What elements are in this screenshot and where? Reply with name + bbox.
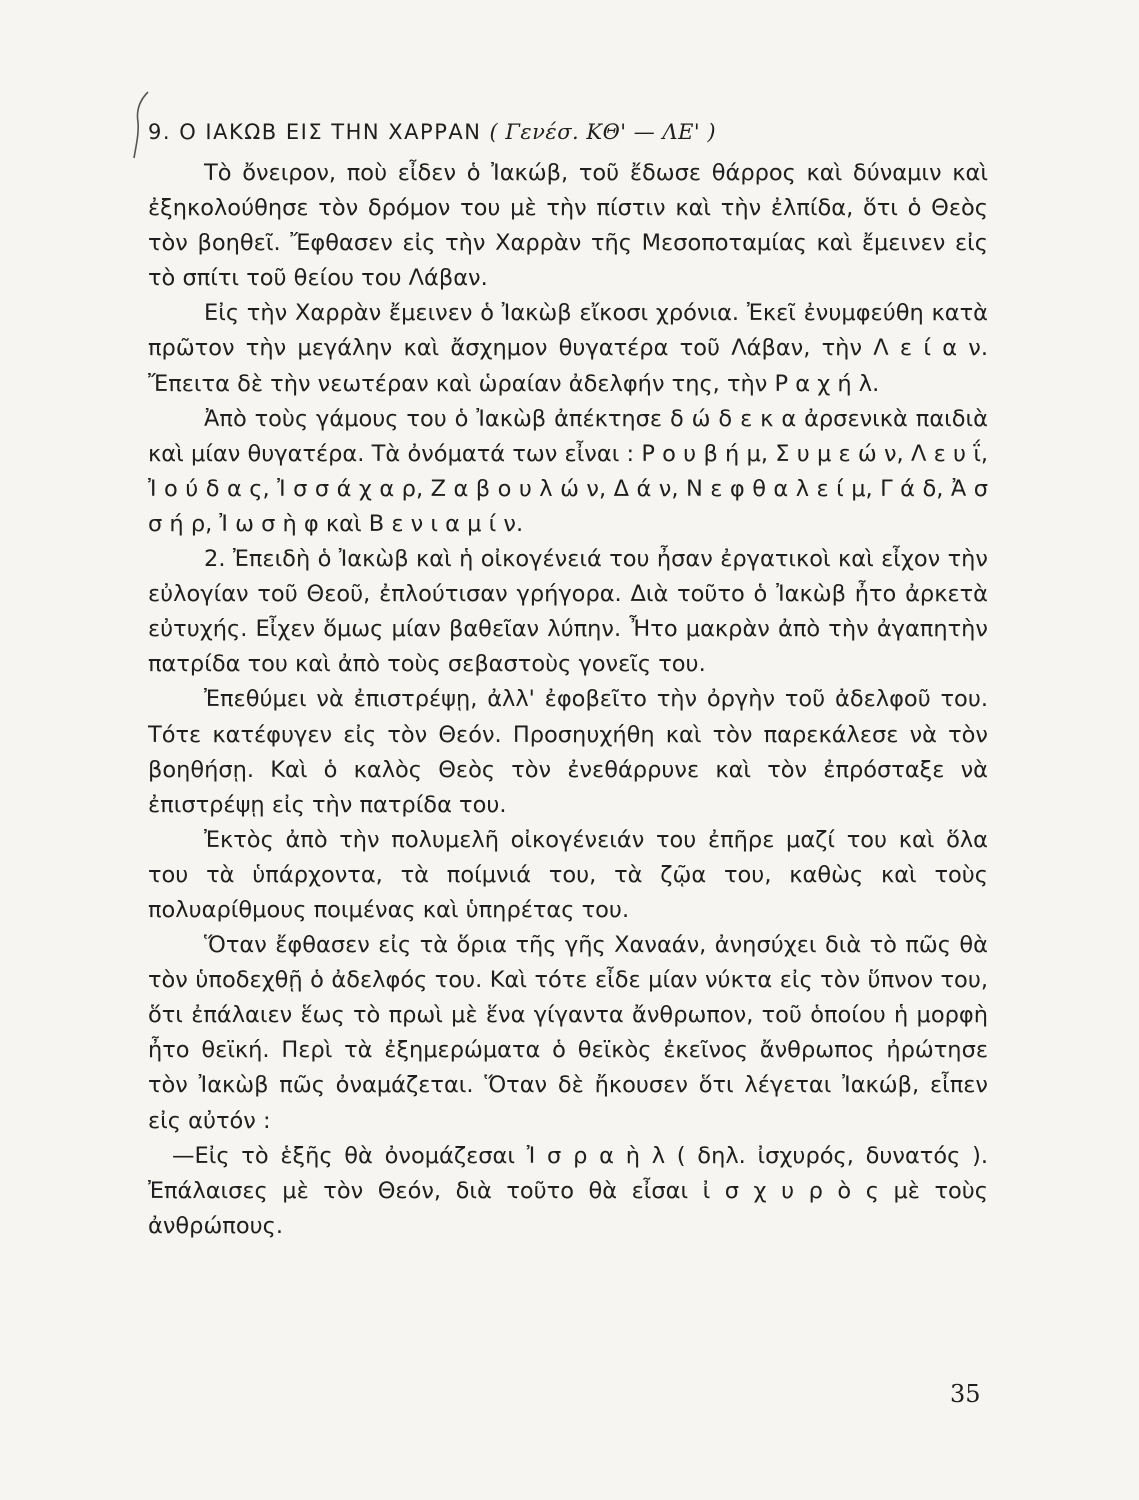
dialogue-paragraph: —Εἰς τὸ ἑξῆς θὰ ὀνομάζεσαι Ἰ σ ρ α ὴ λ ( δηλ. ἰσχυρός, δυνατός ). Ἐπάλαισες μὲ τὸν Θεόν, διὰ τοῦτο θὰ εἶσαι ἰ σ χ υ ρ ὸ ς μὲ τοὺς ἀνθρώπους. (148, 1142, 988, 1239)
chapter-title: 9. Ο ΙΑΚΩΒ ΕΙΣ ΤΗΝ ΧΑΡΡΑΝ (148, 120, 482, 144)
chapter-body (148, 156, 988, 1244)
chapter-heading (148, 120, 716, 144)
paragraph: Τὸ ὄνειρον, ποὺ εἶδεν ὁ Ἰακώβ, τοῦ ἔδωσε θάρρος καὶ δύναμιν καὶ ἐξηκολούθησε τὸν δρόμον του μὲ τὴν πίστιν καὶ τὴν ἐλπίδα, ὅτι ὁ Θεὸς τὸν βοηθεῖ. Ἔφθασεν εἰς τὴν Χαρρὰν τῆς Μεσοποταμίας καὶ ἔμεινεν εἰς τὸ σπίτι τοῦ θείου του Λάβαν. (148, 160, 988, 292)
paragraph: Ὅταν ἔφθασεν εἰς τὰ ὅρια τῆς γῆς Χαναάν, ἀνησύχει διὰ τὸ πῶς θὰ τὸν ὑποδεχθῇ ὁ ἀδελφός του. Καὶ τότε εἶδε μίαν νύκτα εἰς τὸν ὕπνον του, ὅτι ἐπάλαιεν ἕως τὸ πρωὶ μὲ ἕνα γίγαντα ἄνθρωπον, τοῦ ὁποίου ἡ μορφὴ ἦτο θεϊκή. Περὶ τὰ ἐξημερώματα ὁ θεϊκὸς ἐκεῖνος ἄνθρωπος ἠρώτησε τὸν Ἰακὼβ πῶς ὀναμάζεται. Ὅταν δὲ ἤκουσεν ὅτι λέγεται Ἰακώβ, εἶπεν εἰς αὐτόν : (148, 932, 988, 1134)
paragraph: 2. Ἐπειδὴ ὁ Ἰακὼβ καὶ ἡ οἰκογένειά του ἦσαν ἐργατικοὶ καὶ εἶχον τὴν εὐλογίαν τοῦ Θεοῦ, ἐπλούτισαν γρήγορα. Διὰ τοῦτο ὁ Ἰακὼβ ἦτο ἀρκετὰ εὐτυχής. Εἶχεν ὅμως μίαν βαθεῖαν λύπην. Ἦτο μακρὰν ἀπὸ τὴν ἀγαπητὴν πατρίδα του καὶ ἀπὸ τοὺς σεβαστοὺς γονεῖς του. (148, 546, 988, 678)
page-number: 35 (950, 1380, 981, 1408)
scripture-reference: ( Γενέσ. ΚΘ' — ΛΕ' ) (489, 120, 717, 144)
paragraph: Ἐπεθύμει νὰ ἐπιστρέψῃ, ἀλλ' ἐφοβεῖτο τὴν ὀργὴν τοῦ ἀδελφοῦ του. Τότε κατέφυγεν εἰς τὸν Θεόν. Προσηυχήθη καὶ τὸν παρεκάλεσε νὰ τὸν βοηθήσῃ. Καὶ ὁ καλὸς Θεὸς τὸν ἐνεθάρρυνε καὶ τὸν ἐπρόσταξε νὰ ἐπιστρέψῃ εἰς τὴν πατρίδα του. (148, 686, 988, 818)
paragraph: Ἀπὸ τοὺς γάμους του ὁ Ἰακὼβ ἀπέκτησε δ ώ δ ε κ α ἀρσενικὰ παιδιὰ καὶ μίαν θυγατέρα. Τὰ ὀνόματά των εἶναι : Ρ ο υ β ή μ, Σ υ μ ε ώ ν, Λ ε υ ΐ, Ἰ ο ύ δ α ς, Ἰ σ σ ά χ α ρ, Ζ α β ο υ λ ώ ν, Δ ά ν, Ν ε φ θ α λ ε ί μ, Γ ά δ, Ἀ σ σ ή ρ, Ἰ ω σ ὴ φ καὶ Β ε ν ι α μ ί ν. (148, 405, 988, 537)
paragraph: Ἐκτὸς ἀπὸ τὴν πολυμελῆ οἰκογένειάν του ἐπῆρε μαζί του καὶ ὅλα του τὰ ὑπάρχοντα, τὰ ποίμνιά του, τὰ ζῷα του, καθὼς καὶ τοὺς πολυαρίθμους ποιμένας καὶ ὑπηρέτας του. (148, 826, 988, 923)
paragraph: Εἰς τὴν Χαρρὰν ἔμεινεν ὁ Ἰακὼβ εἴκοσι χρόνια. Ἐκεῖ ἐνυμφεύθη κατὰ πρῶτον τὴν μεγάλην καὶ ἄσχημον θυγατέρα τοῦ Λάβαν, τὴν Λ ε ί α ν. Ἔπειτα δὲ τὴν νεωτέραν καὶ ὡραίαν ἀδελφήν της, τὴν Ρ α χ ή λ. (148, 300, 988, 397)
